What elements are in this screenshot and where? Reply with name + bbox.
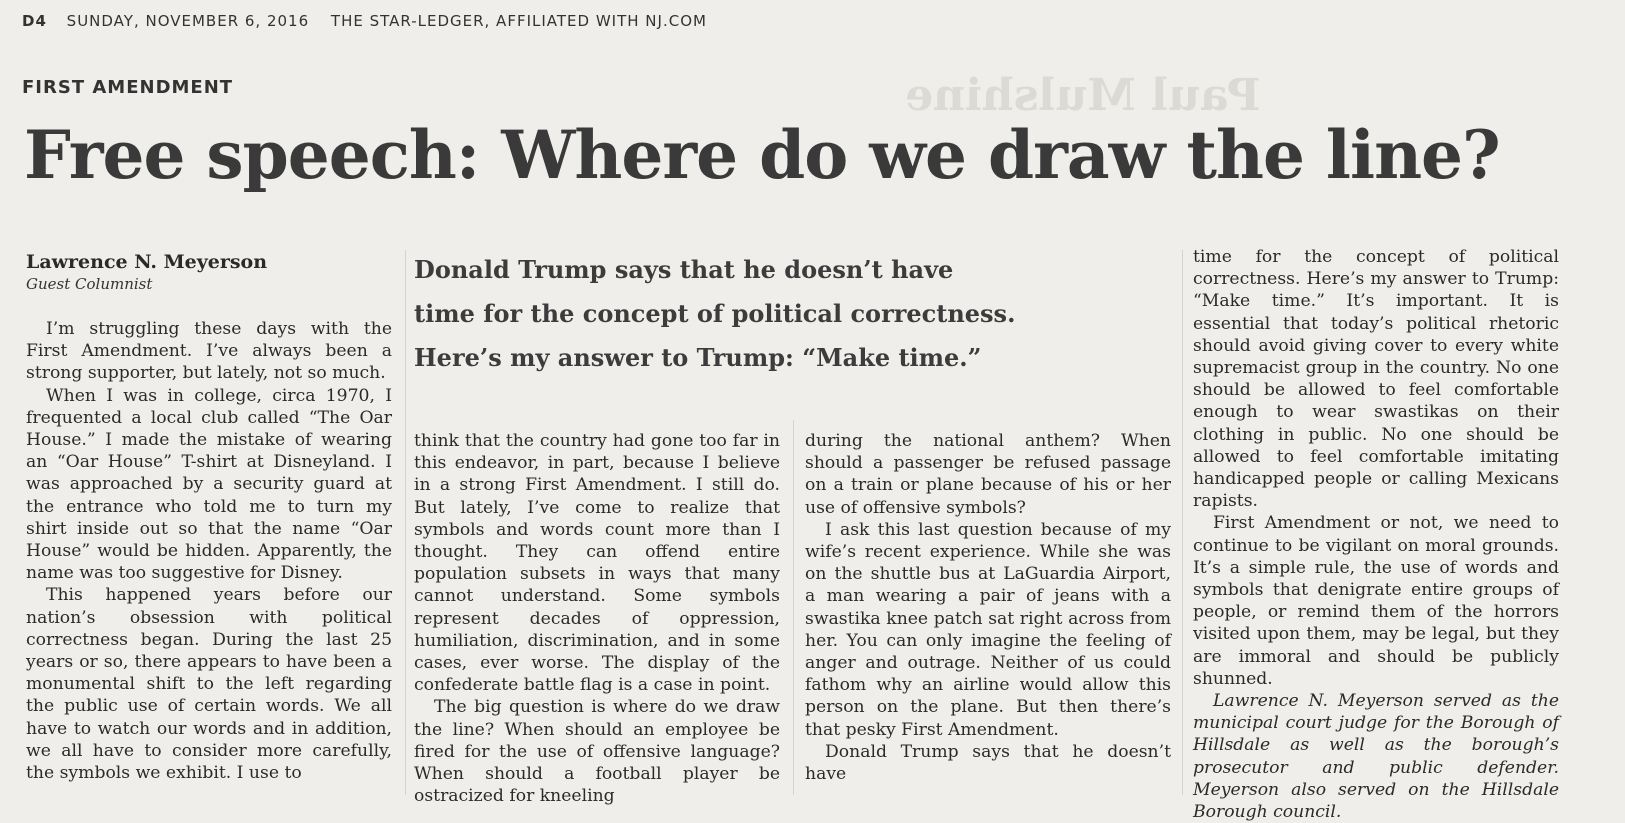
newspaper-name: THE STAR-LEDGER, AFFILIATED WITH NJ.COM <box>330 12 707 30</box>
pull-quote <box>414 248 1174 380</box>
article-column-3 <box>805 430 1171 785</box>
paragraph: I ask this last question because of my wife’s recent experience. While she was on the shuttle bus at LaGuardia Airport, a man wearing a pair of jeans with a swastika knee patch sat right across from her. You can only imagine the feeling of anger and outrage. Neither of us could fathom why an airline would allow this person on the plane. But then there’s that pesky First Amendment. <box>805 519 1171 740</box>
masthead <box>22 12 707 30</box>
paragraph: The big question is where do we draw the line? When should an employee be fired for the use of offensive language? When should a football player be ostracized for kneeling <box>414 697 780 807</box>
paragraph: think that the country had gone too far in this endeavor, in part, because I believe in a strong First Amendment. I still do. But lately, I’ve come to realize that symbols and words count more than I thought. They can offend entire population subsets in ways that many cannot understand. Some symbols represent decades of oppression, humiliation, discrimination, and in some cases, ever worse. The display of the confederate battle flag is a case in point. <box>414 431 780 696</box>
pull-quote-line: Here’s my answer to Trump: “Make time.” <box>414 343 982 372</box>
article-column-1 <box>26 318 392 784</box>
byline <box>26 250 267 294</box>
page-number: D4 <box>22 12 47 30</box>
paragraph: Donald Trump says that he doesn’t have <box>805 741 1171 785</box>
author-role: Guest Columnist <box>26 275 153 293</box>
author-name: Lawrence N. Meyerson <box>26 251 268 273</box>
show-through-text: Paul Mulshine <box>905 70 1261 121</box>
pull-quote-line: time for the concept of political correctness. <box>414 299 1016 328</box>
paragraph: during the national anthem? When should a passenger be refused passage on a train or plane because of his or her use of offensive symbols? <box>805 431 1171 518</box>
section-label: FIRST AMENDMENT <box>22 77 234 98</box>
column-divider <box>405 250 406 795</box>
article-column-4 <box>1193 246 1559 823</box>
paragraph: First Amendment or not, we need to continue to be vigilant on moral grounds. It’s a simple rule, the use of words and symbols that denigrate entire groups of people, or remind them of the horrors visited upon them, may be legal, but they are immoral and should be publicly shunned. <box>1193 513 1559 689</box>
author-bio: Lawrence N. Meyerson served as the municipal court judge for the Borough of Hillsdale as well as the borough’s prosecutor and public defender. Meyerson also served on the Hillsdale Borough council. <box>1193 691 1559 823</box>
publication-date: SUNDAY, NOVEMBER 6, 2016 <box>66 12 310 30</box>
column-divider <box>793 420 794 795</box>
paragraph: time for the concept of political correctness. Here’s my answer to Trump: “Make time.” It’s important. It is essential that today’s political rhetoric should avoid giving cover to every white supremacist group in the country. No one should be allowed to feel comfortable enough to wear swastikas on their clothing in public. No one should be allowed to feel comfortable imitating handicapped people or calling Mexicans rapists. <box>1193 247 1559 512</box>
column-divider <box>1182 250 1183 795</box>
paragraph: When I was in college, circa 1970, I frequented a local club called “The Oar House.” I made the mistake of wearing an “Oar House” T-shirt at Disneyland. I was approached by a security guard at the entrance who told me to turn my shirt inside out so that the name “Oar House” would be hidden. Apparently, the name was too suggestive for Disney. <box>26 385 392 584</box>
pull-quote-line: Donald Trump says that he doesn’t have <box>414 255 954 284</box>
paragraph: This happened years before our nation’s obsession with political correctness began. During the last 25 years or so, there appears to have been a monumental shift to the left regarding the public use of certain words. We all have to watch our words and in addition, we all have to consider more carefully, the symbols we exhibit. I use to <box>26 585 392 784</box>
article-column-2 <box>414 430 780 807</box>
paragraph: I’m struggling these days with the First Amendment. I’ve always been a strong supporter, but lately, not so much. <box>26 319 392 384</box>
headline: Free speech: Where do we draw the line? <box>24 116 1500 194</box>
